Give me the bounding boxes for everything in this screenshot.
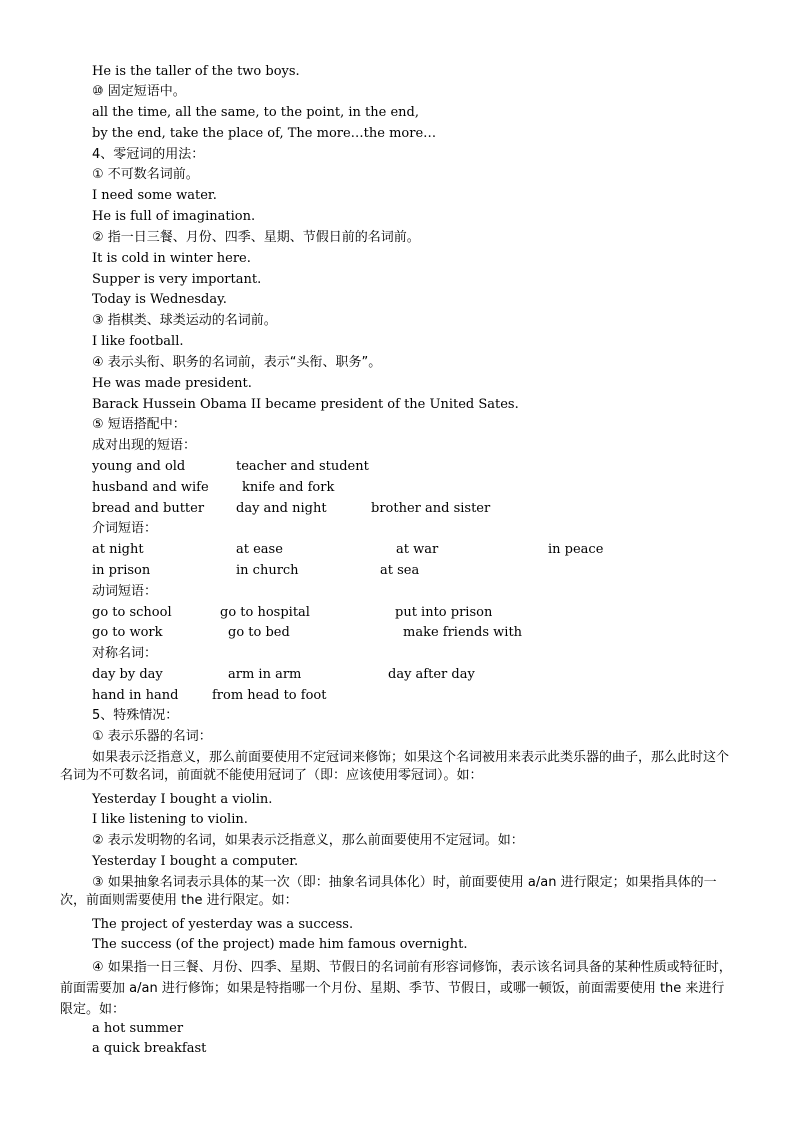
phrase: teacher and student [236, 459, 369, 474]
text-line: The project of yesterday was a success. [92, 917, 354, 932]
text-line: a hot summer [92, 1021, 184, 1036]
phrase: day and night [236, 501, 327, 516]
text-line: by the end, take the place of, The more…the more… [92, 126, 437, 141]
phrase: put into prison [395, 605, 493, 620]
text-line: ① 表示乐器的名词： [92, 729, 212, 744]
text-line: ⑤ 短语搭配中： [92, 417, 186, 432]
text-line: Barack Hussein Obama II became president of the United Sates. [92, 397, 519, 412]
text-line: He was made president. [92, 376, 252, 391]
phrase: at ease [236, 542, 283, 557]
text-line: He is full of imagination. [92, 209, 256, 224]
text-line: It is cold in winter here. [92, 251, 251, 266]
text-line: 对称名词： [92, 646, 158, 661]
text-line: Today is Wednesday. [92, 292, 227, 307]
phrase: in peace [548, 542, 604, 557]
phrase: husband and wife [92, 480, 209, 495]
phrase: bread and butter [92, 501, 205, 516]
text-line: Supper is very important. [92, 272, 262, 287]
paragraph: ③ 如果抽象名词表示具体的某一次（即：抽象名词具体化）时，前面要使用 a/an 进行限定；如果指具体的一次，前面则需要使用 the 进行限定。如： [60, 875, 717, 908]
text-line: ③ 指棋类、球类运动的名词前。 [92, 313, 277, 328]
text-line: The success (of the project) made him famous overnight. [92, 937, 468, 952]
text-line: Yesterday I bought a computer. [92, 854, 299, 869]
phrase: day by day [92, 667, 163, 682]
text-line: ① 不可数名词前。 [92, 167, 199, 182]
text-line: 动词短语： [92, 584, 158, 599]
phrase: go to work [92, 625, 163, 640]
text-line: I like football. [92, 334, 184, 349]
phrase: at night [92, 542, 144, 557]
phrase: young and old [92, 459, 186, 474]
text-line: all the time, all the same, to the point, in the end, [92, 105, 419, 120]
phrase: day after day [388, 667, 475, 682]
phrase: go to school [92, 605, 172, 620]
phrase: hand in hand [92, 688, 179, 703]
text-line: I need some water. [92, 188, 217, 203]
phrase: from head to foot [212, 688, 327, 703]
phrase: in church [236, 563, 299, 578]
text-line: I like listening to violin. [92, 812, 248, 827]
phrase: at sea [380, 563, 420, 578]
text-line: a quick breakfast [92, 1041, 207, 1056]
phrase: go to hospital [220, 605, 310, 620]
text-line: 介词短语： [92, 521, 158, 536]
phrase: go to bed [228, 625, 290, 640]
text-line: ⑩ 固定短语中。 [92, 84, 186, 99]
phrase: knife and fork [242, 480, 335, 495]
text-line: ② 指一日三餐、月份、四季、星期、节假日前的名词前。 [92, 230, 420, 245]
section-heading: 4、零冠词的用法： [92, 147, 205, 162]
phrase: at war [396, 542, 439, 557]
phrase: arm in arm [228, 667, 302, 682]
text-line: Yesterday I bought a violin. [92, 792, 273, 807]
paragraph: ④ 如果指一日三餐、月份、四季、星期、节假日的名词前有形容词修饰，表示该名词具备的某种性质或特征时，前面需要加 a/an 进行修饰；如果是特指哪一个月份、星期、季节、节假日，或哪一顿饭，前面需要使用 the 来进行限定。如： [60, 960, 732, 1017]
text-line: 成对出现的短语： [92, 438, 197, 453]
phrase: brother and sister [371, 501, 491, 516]
paragraph: 如果表示泛指意义，那么前面要使用不定冠词来修饰；如果这个名词被用来表示此类乐器的曲子，那么此时这个名词为不可数名词，前面就不能使用冠词了（即：应该使用零冠词）。如： [60, 750, 730, 783]
text-line: ② 表示发明物的名词，如果表示泛指意义，那么前面要使用不定冠词。如： [92, 833, 524, 848]
phrase: in prison [92, 563, 151, 578]
section-heading: 5、特殊情况： [92, 708, 179, 723]
text-line: He is the taller of the two boys. [92, 64, 300, 79]
text-line: ④ 表示头衔、职务的名词前，表示“头衔、职务”。 [92, 355, 382, 370]
phrase: make friends with [403, 625, 523, 640]
